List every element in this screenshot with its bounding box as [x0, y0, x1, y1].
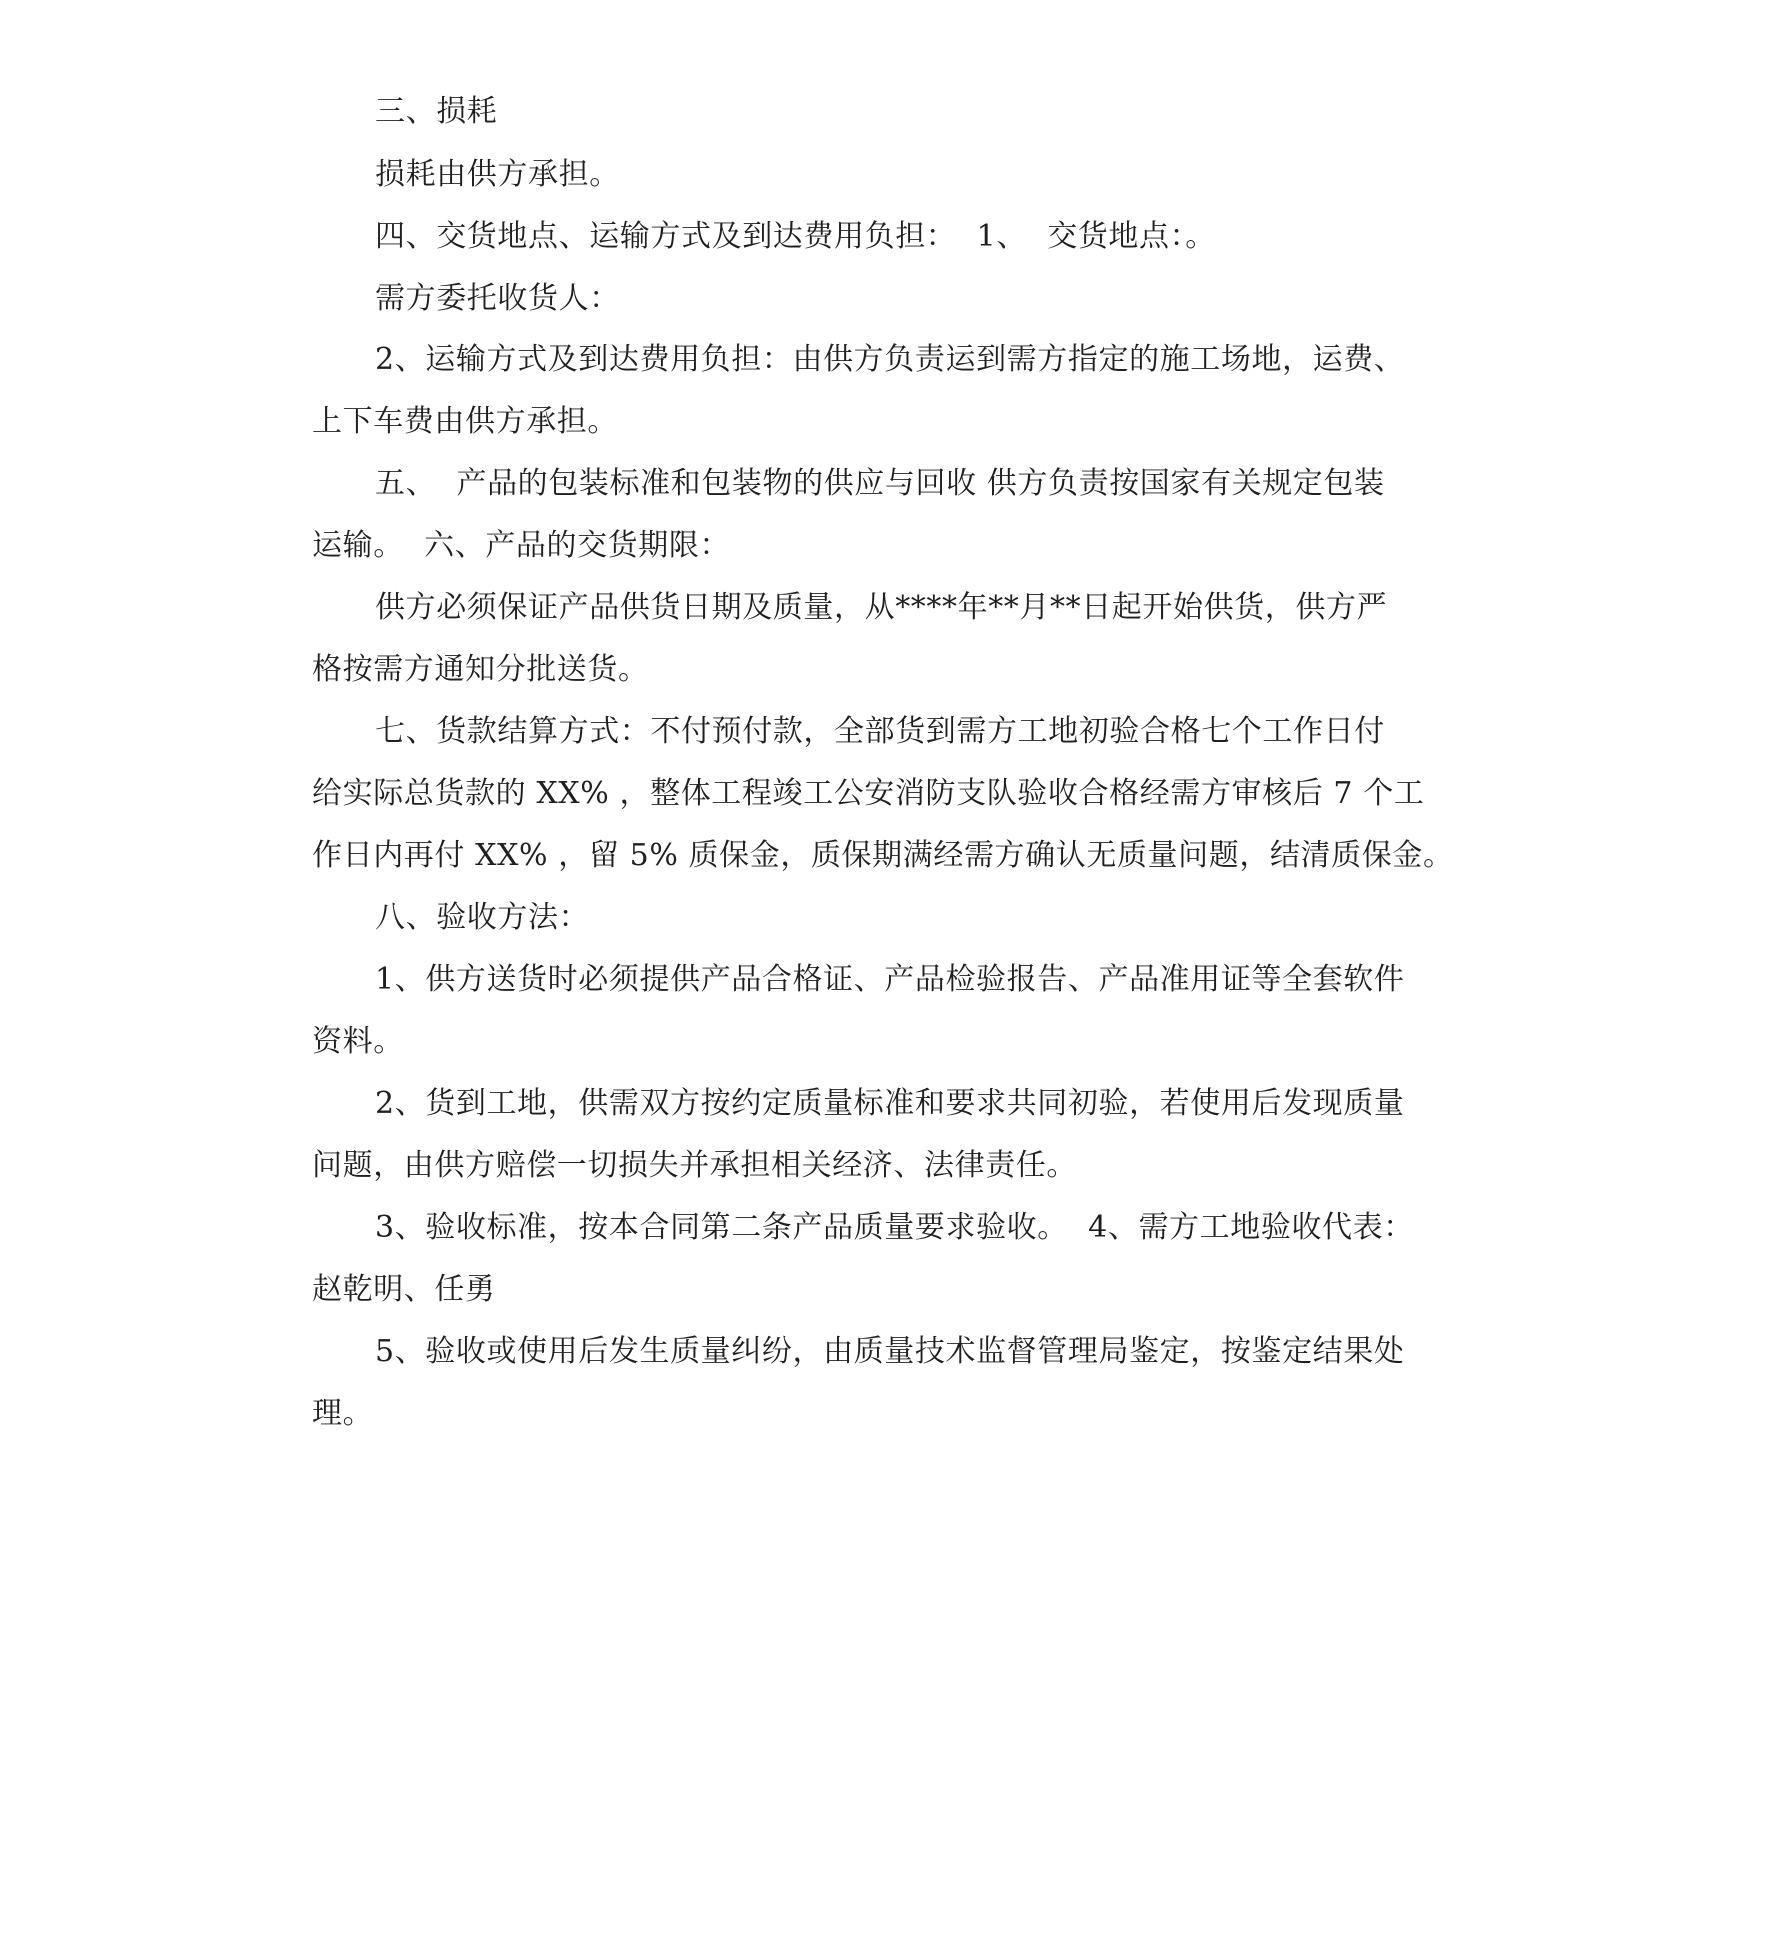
paragraph-line: 供方必须保证产品供货日期及质量，从****年**月**日起开始供货，供方严 [375, 590, 1388, 625]
paragraph-line: 1、供方送货时必须提供产品合格证、产品检验报告、产品准用证等全套软件 [375, 962, 1405, 997]
paragraph-line: 运输。 六、产品的交货期限： [312, 528, 731, 563]
paragraph-line: 3、验收标准，按本合同第二条产品质量要求验收。 4、需方工地验收代表： [375, 1210, 1414, 1245]
section-heading-4: 四、交货地点、运输方式及到达费用负担： 1、 交货地点：。 [375, 219, 1216, 254]
section-heading-7: 七、货款结算方式：不付预付款，全部货到需方工地初验合格七个工作日付 [375, 714, 1385, 749]
section-heading-3: 三、损耗 [375, 94, 498, 129]
paragraph-line: 需方委托收货人： [375, 281, 620, 316]
paragraph-line: 理。 [312, 1396, 374, 1431]
paragraph-line: 问题，由供方赔偿一切损失并承担相关经济、法律责任。 [312, 1148, 1077, 1183]
paragraph-line: 作日内再付 XX% ，留 5% 质保金，质保期满经需方确认无质量问题，结清质保金。 [312, 838, 1454, 873]
section-heading-5: 五、 产品的包装标准和包装物的供应与回收 供方负责按国家有关规定包装 [375, 466, 1385, 501]
paragraph-line: 损耗由供方承担。 [375, 157, 620, 192]
paragraph-line: 5、验收或使用后发生质量纠纷，由质量技术监督管理局鉴定，按鉴定结果处 [375, 1334, 1405, 1369]
paragraph-line: 格按需方通知分批送货。 [312, 652, 649, 687]
paragraph-line: 2、货到工地，供需双方按约定质量标准和要求共同初验，若使用后发现质量 [375, 1086, 1405, 1121]
paragraph-line: 给实际总货款的 XX% ，整体工程竣工公安消防支队验收合格经需方审核后 7 个工 [312, 776, 1425, 811]
paragraph-line: 资料。 [312, 1024, 404, 1059]
paragraph-line: 2、运输方式及到达费用负担：由供方负责运到需方指定的施工场地，运费、 [375, 342, 1405, 377]
paragraph-line: 赵乾明、任勇 [312, 1272, 496, 1307]
paragraph-line: 上下车费由供方承担。 [312, 404, 618, 439]
section-heading-8: 八、验收方法： [375, 900, 590, 935]
